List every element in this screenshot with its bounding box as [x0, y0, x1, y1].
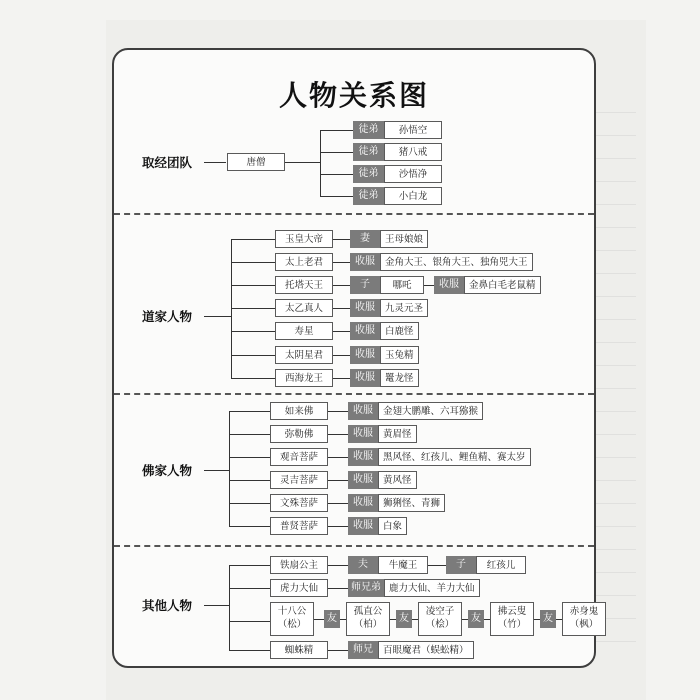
relation-tag: 收服: [350, 322, 380, 340]
connector: [333, 308, 350, 309]
connector: [328, 526, 348, 527]
connector: [231, 239, 275, 240]
name-label: 十八公: [277, 606, 307, 617]
connector: [229, 480, 270, 481]
name-label: 凌空子: [425, 606, 455, 617]
connector: [320, 152, 353, 153]
node-target: 黄眉怪: [378, 425, 417, 443]
connector: [328, 434, 348, 435]
connector: [320, 196, 353, 197]
connector: [229, 526, 270, 527]
relation-tag: 收服: [434, 276, 464, 294]
node-honghaier: 红孩儿: [476, 556, 526, 574]
connector: [333, 378, 350, 379]
connector: [229, 434, 270, 435]
node-target: 金角大王、银角大王、独角兕大王: [380, 253, 533, 271]
node-guzhigong: [346, 602, 390, 636]
node-target: 金鼻白毛老鼠精: [464, 276, 541, 294]
connector: [333, 262, 350, 263]
node-target: 黄风怪: [378, 471, 417, 489]
name-sub: （松）: [277, 619, 307, 630]
connector: [229, 457, 270, 458]
section-divider: [114, 393, 594, 395]
node-xihai: 西海龙王: [275, 369, 333, 387]
node-target: 王母娘娘: [380, 230, 428, 248]
name-sub: （柏）: [353, 619, 383, 630]
node-shibagong: [270, 602, 314, 636]
connector: [314, 619, 324, 620]
chart-title: 人物关系图: [278, 79, 429, 112]
relation-tag: 友: [396, 610, 412, 628]
node-tangseng: 唐僧: [227, 153, 285, 171]
connector: [333, 355, 350, 356]
connector: [333, 285, 350, 286]
node-huli: 虎力大仙: [270, 579, 328, 597]
node-niumowang: 牛魔王: [378, 556, 428, 574]
relation-tag: 徒弟: [353, 121, 384, 139]
node-shouxing: 寿星: [275, 322, 333, 340]
connector: [333, 239, 350, 240]
node-taiyi: 太乙真人: [275, 299, 333, 317]
relation-tag: 收服: [350, 299, 380, 317]
connector: [231, 331, 275, 332]
connector: [229, 503, 270, 504]
node-target: 百眼魔君（蜈蚣精）: [378, 641, 474, 659]
group-label-buddhist: 佛家人物: [142, 463, 193, 478]
node-mile: 弥勒佛: [270, 425, 328, 443]
connector: [229, 588, 270, 589]
node-target: 白鹿怪: [380, 322, 419, 340]
node-fuyunsou: [490, 602, 534, 636]
node-zhizhujing: 蜘蛛精: [270, 641, 328, 659]
section-divider: [114, 545, 594, 547]
node-tieshan: 铁扇公主: [270, 556, 328, 574]
connector: [229, 565, 230, 651]
connector: [204, 605, 229, 606]
relation-tag: 师兄: [348, 641, 378, 659]
group-label-taoist: 道家人物: [142, 309, 193, 324]
node-yuhuang: 玉皇大帝: [275, 230, 333, 248]
group-label-others: 其他人物: [142, 598, 193, 613]
node-target: 黑风怪、红孩儿、鲤鱼精、赛太岁: [378, 448, 531, 466]
connector: [231, 262, 275, 263]
connector: [229, 411, 230, 526]
relation-tag: 收服: [348, 402, 378, 420]
node-tuota: 托塔天王: [275, 276, 333, 294]
relation-tag: 子: [446, 556, 476, 574]
connector: [231, 308, 275, 309]
node-disciple: 沙悟净: [384, 165, 442, 183]
relation-tag: 收服: [348, 471, 378, 489]
connector: [204, 316, 231, 317]
node-nezha: 哪吒: [380, 276, 424, 294]
name-sub: （枫）: [569, 619, 599, 630]
relation-tag: 友: [324, 610, 340, 628]
connector: [328, 588, 348, 589]
node-target: 玉兔精: [380, 346, 419, 364]
node-wenshu: 文殊菩萨: [270, 494, 328, 512]
connector: [333, 331, 350, 332]
relation-tag: 收服: [350, 369, 380, 387]
connector: [320, 130, 321, 197]
connector: [231, 378, 275, 379]
relation-tag: 子: [350, 276, 380, 294]
connector: [320, 174, 353, 175]
name-label: 拂云叟: [497, 606, 527, 617]
connector: [231, 355, 275, 356]
node-disciple: 小白龙: [384, 187, 442, 205]
relation-tag: 收服: [348, 494, 378, 512]
connector: [231, 285, 275, 286]
node-chishengui: [562, 602, 606, 636]
connector: [204, 162, 226, 163]
name-label: 孤直公: [353, 606, 383, 617]
connector: [229, 621, 270, 622]
node-target: 鼍龙怪: [380, 369, 419, 387]
connector: [424, 285, 434, 286]
node-target: 鹿力大仙、羊力大仙: [384, 579, 480, 597]
node-target: 九灵元圣: [380, 299, 428, 317]
connector: [229, 411, 270, 412]
connector: [229, 650, 270, 651]
connector: [320, 130, 353, 131]
relation-tag: 徒弟: [353, 143, 384, 161]
connector: [328, 411, 348, 412]
relation-tag: 收服: [348, 425, 378, 443]
node-target: 金翅大鹏雕、六耳猕猴: [378, 402, 483, 420]
node-taiyin: 太阴星君: [275, 346, 333, 364]
connector: [231, 239, 232, 379]
relation-tag: 夫: [348, 556, 378, 574]
name-label: 赤身鬼: [569, 606, 599, 617]
node-lingji: 灵吉菩萨: [270, 471, 328, 489]
relation-tag: 徒弟: [353, 187, 384, 205]
node-lingkongzi: [418, 602, 462, 636]
relation-tag: 师兄弟: [348, 579, 384, 597]
connector: [328, 457, 348, 458]
name-sub: （桧）: [425, 619, 455, 630]
relation-tag: 收服: [350, 253, 380, 271]
relation-tag: 收服: [350, 346, 380, 364]
node-disciple: 猪八戒: [384, 143, 442, 161]
relation-tag: 友: [540, 610, 556, 628]
connector: [328, 480, 348, 481]
name-sub: （竹）: [497, 619, 527, 630]
node-disciple: 孙悟空: [384, 121, 442, 139]
connector: [204, 470, 229, 471]
node-target: 狮猁怪、青狮: [378, 494, 445, 512]
group-label-pilgrims: 取经团队: [142, 155, 193, 170]
relation-tag: 友: [468, 610, 484, 628]
relation-tag: 收服: [348, 448, 378, 466]
connector: [328, 650, 348, 651]
node-taishang: 太上老君: [275, 253, 333, 271]
connector: [229, 565, 270, 566]
relation-tag: 收服: [348, 517, 378, 535]
node-rulai: 如来佛: [270, 402, 328, 420]
connector: [328, 503, 348, 504]
node-target: 白象: [378, 517, 407, 535]
connector: [328, 565, 348, 566]
relation-tag: 徒弟: [353, 165, 384, 183]
relation-tag: 妻: [350, 230, 380, 248]
section-divider: [114, 213, 594, 215]
node-guanyin: 观音菩萨: [270, 448, 328, 466]
connector: [285, 162, 320, 163]
relationship-chart: [112, 48, 599, 668]
node-puxian: 普贤菩萨: [270, 517, 328, 535]
connector: [428, 565, 446, 566]
